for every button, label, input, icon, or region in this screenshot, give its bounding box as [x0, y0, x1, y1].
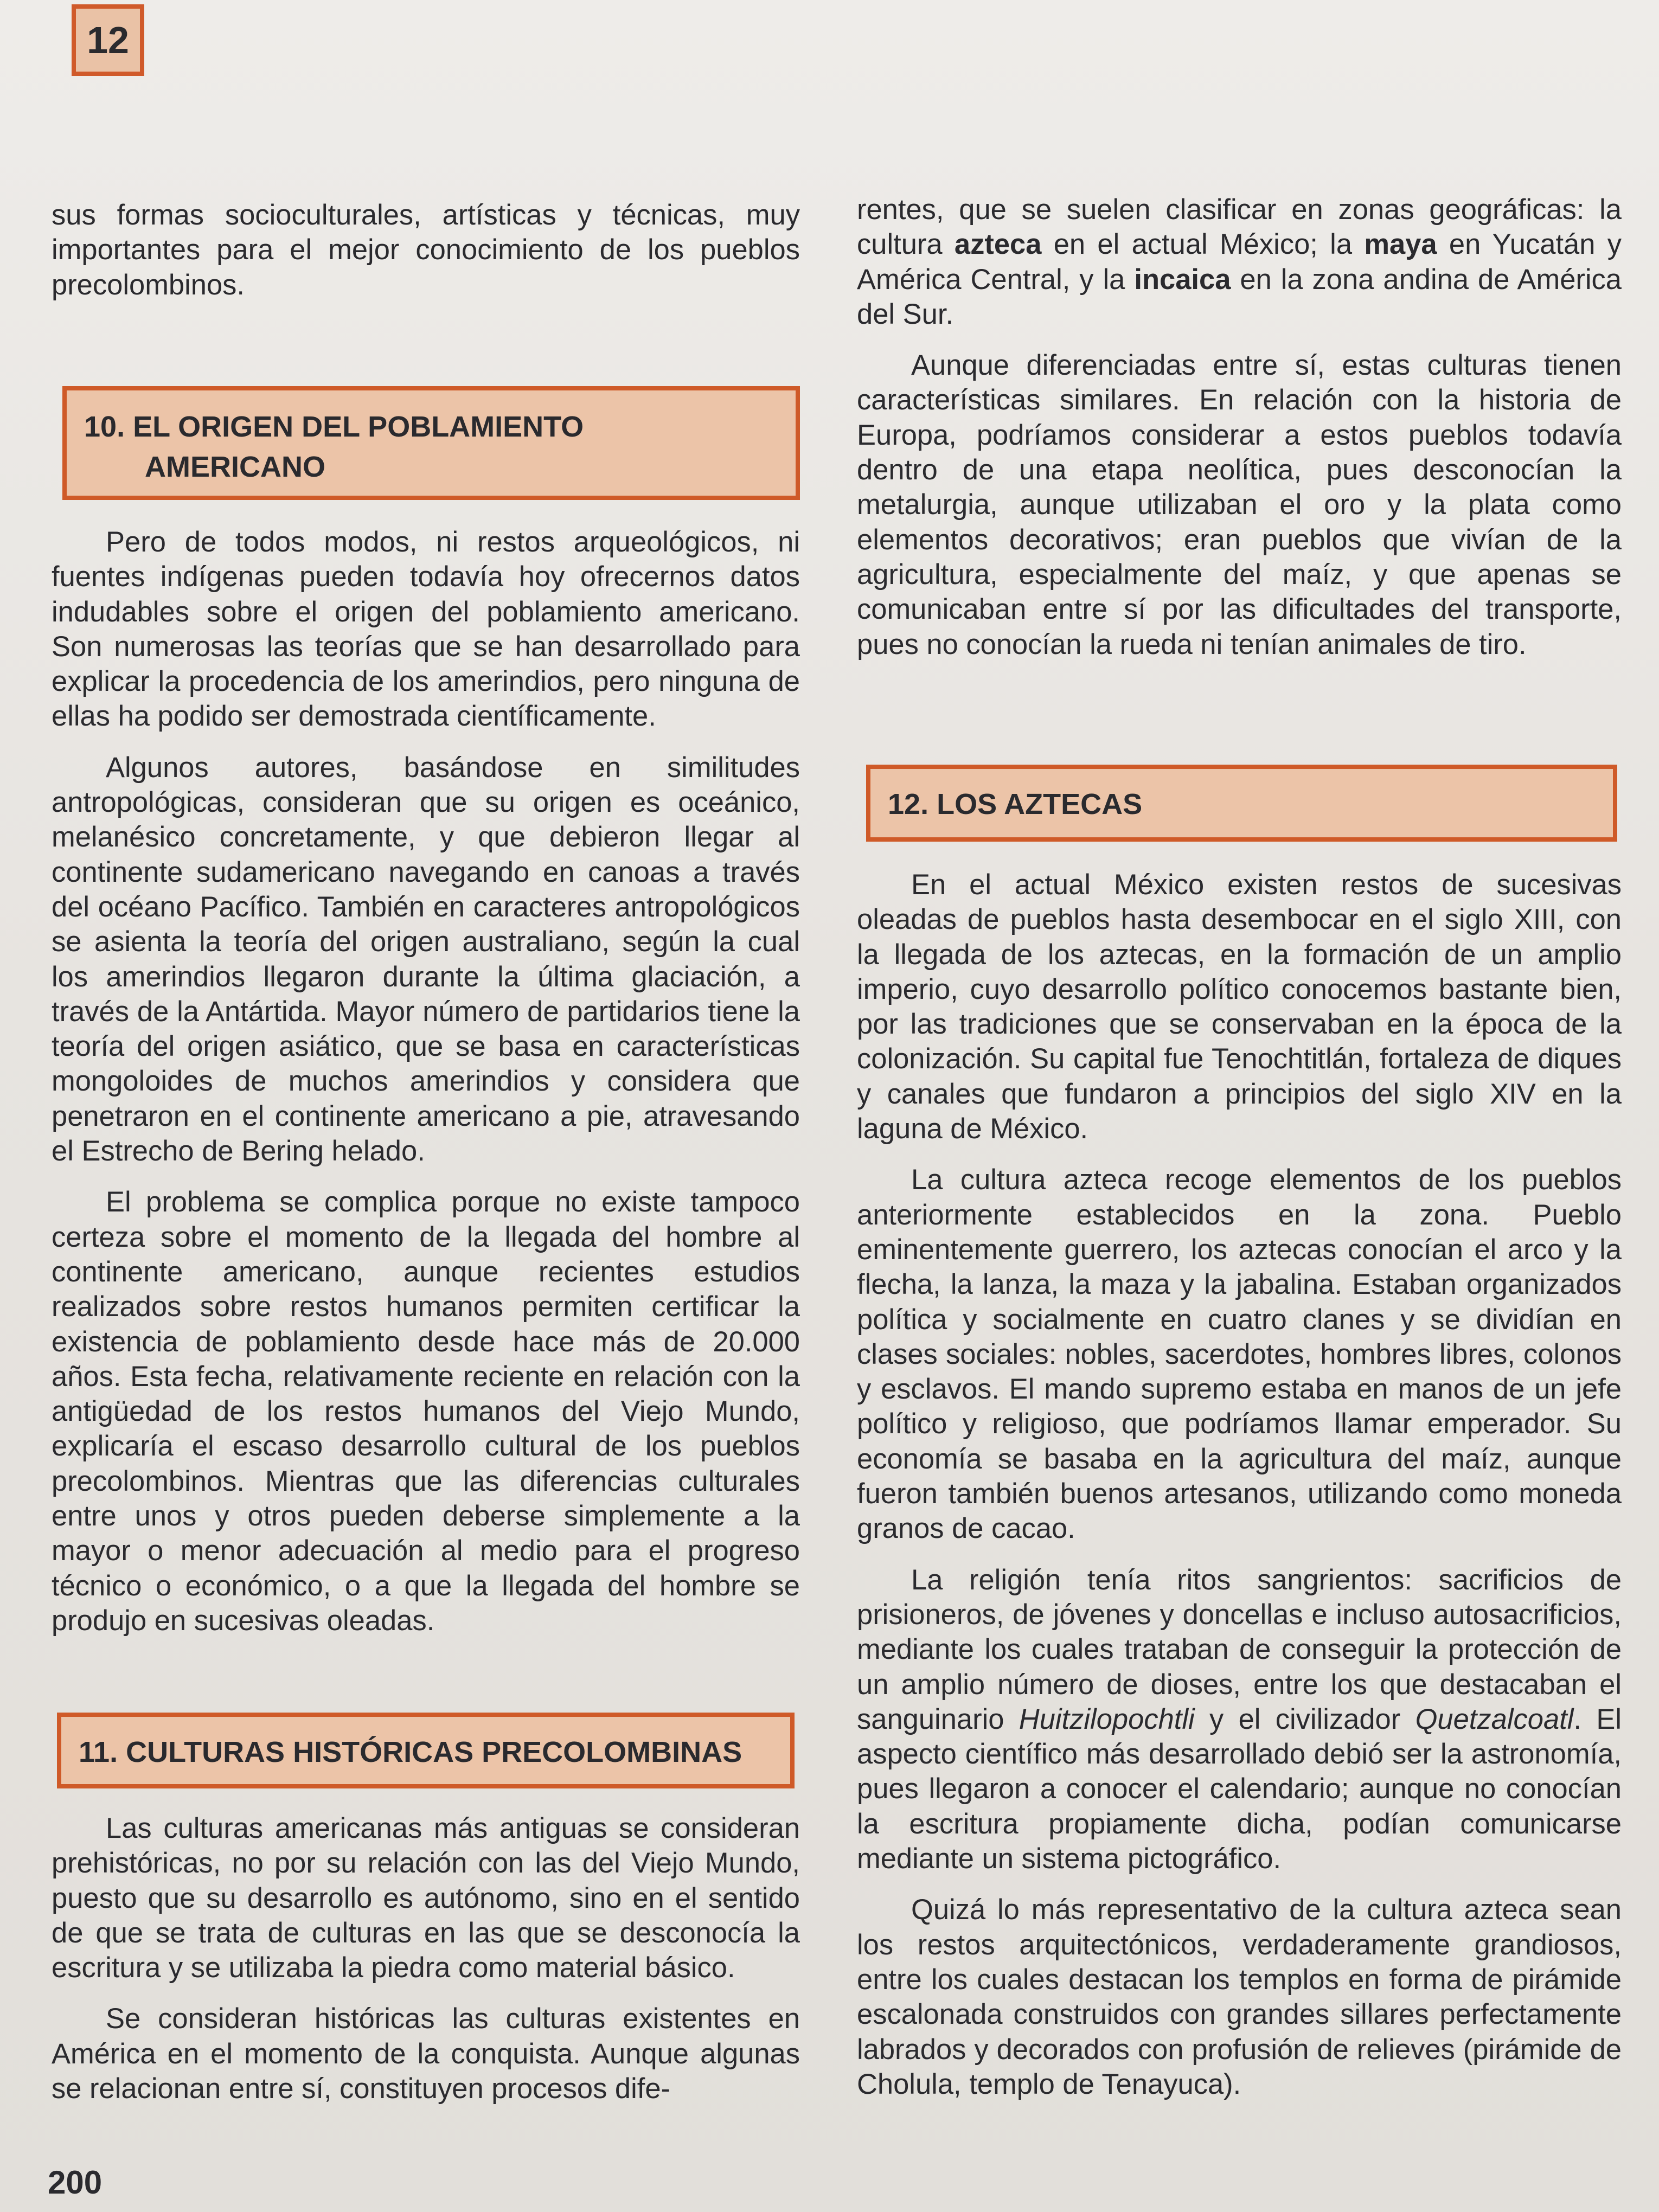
- section-10-title-line2: AMERICANO: [145, 451, 325, 483]
- section-11-number: 11.: [79, 1736, 118, 1768]
- right-paragraph-2: Aunque diferenciadas entre sí, estas culturas tienen características similares. En relación con la historia de Europa, podríamos considerar a estos pueblos todavía dentro de una etapa neolítica, pues desconocían la metalurgia, aunque utilizaban el oro y la plata como elementos decorativos; eran pueblos que vivían de la agricultura, especialmente del maíz, y que apenas se comunicaban entre sí por las dificultades del transporte, pues no conocían la rueda ni tenían animales de tiro.: [857, 349, 1622, 661]
- right-cont-text-d: en la zona andina de América del Sur.: [857, 263, 1622, 330]
- religion-text-b: y el civilizador: [1194, 1703, 1415, 1735]
- section-10-body: [52, 525, 800, 1655]
- term-incaica: incaica: [1134, 263, 1231, 296]
- right-continuation-paragraph: [857, 193, 1622, 332]
- term-maya: maya: [1364, 228, 1437, 261]
- god-huitzilopochtli: Huitzilopochtli: [1019, 1703, 1195, 1735]
- god-quetzalcoatl: Quetzalcoatl: [1415, 1703, 1574, 1735]
- term-azteca: azteca: [954, 228, 1042, 261]
- section-12-paragraph-1: En el actual México existen restos de sucesivas oleadas de pueblos hasta desembocar en el siglo XIII, con la llegada de los aztecas, en la formación de un amplio imperio, cuyo desarrollo político conocemos bastante bien, por las tradiciones que se conservaban en la época de la colonización. Su capital fue Tenochtitlán, fortaleza de diques y canales que fundaron a principios del siglo XIV en la laguna de México.: [857, 869, 1622, 1145]
- section-11-title: CULTURAS HISTÓRICAS PRECOLOMBINAS: [126, 1736, 742, 1768]
- page-number: 200: [48, 2164, 103, 2201]
- religion-text-c: . El aspecto científico más desarrollado debió ser la astronomía, pues llegaron a conocer el calendario; aunque no conocían la escritura propiamente dicha, podían comunicarse mediante un sistema pictográfico.: [857, 1703, 1622, 1875]
- chapter-number-badge: 12: [72, 4, 144, 76]
- right-column-top: [857, 193, 1622, 678]
- section-12-paragraph-4: Quizá lo más representativo de la cultura azteca sean los restos arquitectónicos, verdaderamente grandiosos, entre los cuales destacan los templos en forma de pirámide escalonada construidos con grandes sillares perfectamente labrados y decorados con profusión de relieves (pirámide de Cholula, templo de Tenayuca).: [857, 1894, 1622, 2100]
- section-11-heading: [57, 1713, 795, 1788]
- section-11-paragraph-2: Se consideran históricas las culturas existentes en América en el momento de la conquista. Aunque algunas se relacionan entre sí, constituyen procesos dife-: [52, 2003, 800, 2105]
- section-12-heading: [866, 765, 1617, 842]
- section-12-body: [857, 868, 1622, 2118]
- section-11-body: [52, 1811, 800, 2123]
- section-12-number: 12.: [888, 788, 929, 820]
- section-12-title: LOS AZTECAS: [937, 788, 1143, 820]
- right-cont-text-c: en Yucatán y América Central, y la: [857, 228, 1622, 296]
- section-12-paragraph-3: [857, 1563, 1622, 1877]
- section-10-paragraph-3: El problema se complica porque no existe tampoco certeza sobre el momento de la llegada del hombre al continente americano, aunque recientes estudios realizados sobre restos humanos permiten certificar la existencia de poblamiento desde hace más de 20.000 años. Esta fecha, relativamente reciente en relación con la antigüedad de los restos humanos del Viejo Mundo, explicaría el escaso desarrollo cultural de los pueblos precolombinos. Mientras que las diferencias culturales entre unos y otros pueden deberse simplemente a la mayor o menor adecuación al medio para el progreso técnico o económico, o a que la llegada del hombre se produjo en sucesivas oleadas.: [52, 1186, 800, 1637]
- section-10-paragraph-1: Pero de todos modos, ni restos arqueológicos, ni fuentes indígenas pueden todavía hoy ofrecernos datos indudables sobre el origen del poblamiento americano. Son numerosas las teorías que se han desarrollado para explicar la procedencia de los amerindios, pero ninguna de ellas ha podido ser demostrada científicamente.: [52, 526, 800, 733]
- left-column: [52, 198, 800, 319]
- section-10-heading: [62, 386, 800, 500]
- section-10-paragraph-2: Algunos autores, basándose en similitudes antropológicas, consideran que su origen es oceánico, melanésico concretamente, y que debieron llegar al continente sudamericano navegando en canoas a través del océano Pacífico. También en caracteres antropológicos se asienta la teoría del origen australiano, según la cual los amerindios llegaron durante la última glaciación, a través de la Antártida. Mayor número de partidarios tiene la teoría del origen asiático, que se basa en características mongoloides de muchos amerindios y considera que penetraron en el continente americano a pie, atravesando el Estrecho de Bering helado.: [52, 751, 800, 1168]
- section-10-number: 10.: [84, 411, 125, 443]
- section-12-paragraph-2: La cultura azteca recoge elementos de los pueblos anteriormente establecidos en la zona. Pueblo eminentemente guerrero, los aztecas conocían el arco y la flecha, la lanza, la maza y la jabalina. Estaban organizados política y socialmente en cuatro clanes y se dividían en clases sociales: nobles, sacerdotes, hombres libres, colonos y esclavos. El mando supremo estaba en manos de un jefe político y religioso, que podríamos llamar emperador. Su economía se basaba en la agricultura del maíz, aunque fueron también buenos artesanos, utilizando como moneda granos de cacao.: [857, 1164, 1622, 1545]
- right-cont-text-b: en el actual México; la: [1041, 228, 1365, 261]
- section-10-title-line1: EL ORIGEN DEL POBLAMIENTO: [133, 411, 584, 443]
- right-cont-text-a: rentes, que se suelen clasificar en zonas geográficas: la cultura: [857, 194, 1622, 261]
- left-continuation-paragraph: sus formas socioculturales, artísticas y técnicas, muy importantes para el mejor conocimiento de los pueblos precolombinos.: [52, 199, 800, 301]
- religion-text-a: La religión tenía ritos sangrientos: sacrificios de prisioneros, de jóvenes y doncellas e incluso autosacrificios, mediante los cuales trataban de conseguir la protección de un amplio número de dioses, entre los que destacaban el sanguinario: [857, 1563, 1622, 1735]
- section-11-paragraph-1: Las culturas americanas más antiguas se consideran prehistóricas, no por su relación con las del Viejo Mundo, puesto que su desarrollo es autónomo, sino en el sentido de que se trata de culturas en las que se desconocía la escritura y se utilizaba la piedra como material básico.: [52, 1812, 800, 1984]
